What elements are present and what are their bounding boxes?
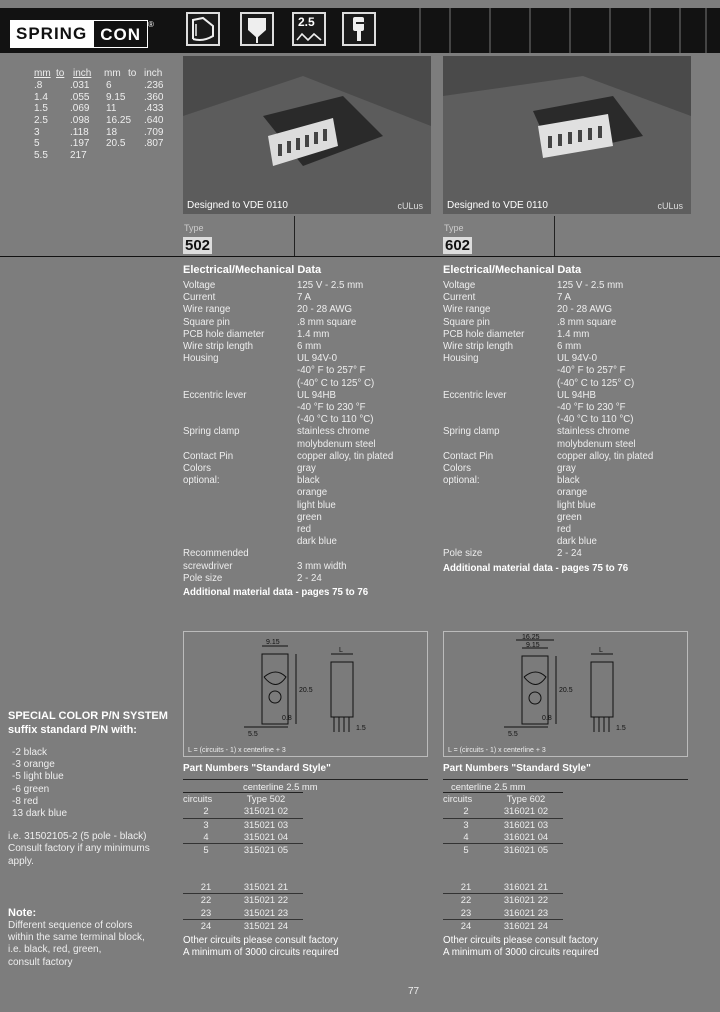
conv-cell: .197 bbox=[70, 138, 90, 150]
spec-row bbox=[443, 463, 703, 548]
spec-row bbox=[183, 451, 433, 463]
conv-cell: 6 bbox=[106, 80, 112, 91]
dim-label: 20.5 bbox=[559, 687, 573, 694]
part-number-cell bbox=[229, 856, 303, 868]
pcb-mount-icon bbox=[186, 12, 220, 46]
spec-value: 125 V - 2.5 mm bbox=[557, 280, 624, 291]
part-numbers-502 bbox=[183, 763, 428, 959]
conv-header: inch bbox=[73, 68, 92, 79]
part-number-cell: 316021 03 bbox=[503, 818, 549, 830]
table-row bbox=[183, 881, 303, 894]
page-number: 77 bbox=[408, 986, 420, 997]
part-number-cell bbox=[489, 869, 563, 881]
spec-label: Spring clamp bbox=[443, 426, 500, 438]
spec-label: Current bbox=[183, 292, 216, 304]
circuits-cell: 22 bbox=[460, 894, 472, 906]
color-suffix-item: -5 light blue bbox=[12, 771, 64, 783]
dim-label: 1.5 bbox=[356, 725, 366, 732]
column-header: Type 602 bbox=[506, 793, 546, 804]
special-color-subheading: suffix standard P/N with: bbox=[8, 724, 137, 736]
spec-row bbox=[443, 317, 703, 329]
part-number-table bbox=[443, 792, 563, 932]
solder-pin-icon bbox=[240, 12, 274, 46]
color-suffix-item: -6 green bbox=[12, 783, 50, 795]
spec-row bbox=[443, 341, 703, 353]
brand-part2: CON bbox=[93, 20, 148, 48]
dimension-drawing-svg bbox=[444, 632, 687, 756]
spec-value: 20 - 28 AWG bbox=[557, 304, 613, 316]
spec-row bbox=[183, 426, 433, 450]
spec-label: Pole size bbox=[443, 548, 483, 560]
note-heading: Note: bbox=[8, 907, 37, 919]
conv-row bbox=[34, 127, 174, 139]
conv-row bbox=[34, 150, 174, 162]
circuits-cell: 21 bbox=[200, 881, 212, 893]
spec-row bbox=[183, 390, 433, 427]
table-row bbox=[183, 805, 303, 818]
spec-title: Electrical/Mechanical Data bbox=[183, 264, 322, 276]
part-number-cell: 316021 23 bbox=[503, 906, 549, 918]
part-number-cell: 316021 05 bbox=[503, 844, 549, 856]
brand-mark: ® bbox=[147, 20, 154, 29]
spec-label: Contact Pin bbox=[183, 450, 234, 462]
dimension-drawing-502 bbox=[183, 631, 428, 757]
circuits-cell: 23 bbox=[460, 906, 472, 918]
part-number-cell: 315021 24 bbox=[243, 919, 289, 931]
spec-row bbox=[183, 304, 433, 316]
part-number-cell bbox=[489, 856, 563, 868]
additional-material-note: Additional material data - pages 75 to 76 bbox=[443, 562, 629, 574]
column-header: Type 502 bbox=[246, 793, 286, 804]
spec-value: 3 mm width bbox=[297, 560, 347, 572]
color-suffix-item: -2 black bbox=[12, 747, 48, 758]
spec-row bbox=[443, 451, 703, 463]
table-row bbox=[183, 844, 303, 857]
color-suffix-item: -3 orange bbox=[12, 759, 55, 771]
consult-text: apply. bbox=[8, 855, 34, 867]
table-row bbox=[183, 919, 303, 932]
spec-label: Wire strip length bbox=[443, 341, 513, 353]
consult-text: Consult factory if any minimums bbox=[8, 843, 150, 855]
mm-inch-conversion-table bbox=[34, 68, 174, 162]
table-row bbox=[443, 805, 563, 818]
spec-row bbox=[183, 292, 433, 304]
part-number-cell: 316021 02 bbox=[503, 805, 549, 817]
spec-label: Eccentric lever bbox=[443, 389, 507, 401]
part-number-cell: 315021 22 bbox=[243, 894, 289, 906]
spec-label: Wire range bbox=[183, 304, 231, 316]
conv-header: to bbox=[56, 68, 65, 79]
divider bbox=[554, 216, 555, 256]
spec-label: Pole size bbox=[183, 572, 223, 584]
dimension-drawing-602 bbox=[443, 631, 688, 757]
spec-label: Wire range bbox=[443, 304, 491, 316]
conv-row bbox=[34, 80, 174, 92]
color-suffix-item: -8 red bbox=[12, 795, 39, 807]
spec-label: PCB hole diameter bbox=[183, 328, 265, 340]
circuits-cell bbox=[183, 856, 229, 868]
spec-row bbox=[443, 390, 703, 427]
conv-cell: .360 bbox=[144, 91, 164, 103]
spec-value: 6 mm bbox=[557, 341, 582, 353]
spec-value: stainless chrome molybdenum steel bbox=[297, 426, 376, 450]
part-number-cell: 315021 04 bbox=[243, 830, 289, 842]
screwdriver-icon bbox=[342, 12, 376, 46]
spec-value: .8 mm square bbox=[297, 316, 357, 328]
conv-row bbox=[34, 92, 174, 104]
conv-cell: 5.5 bbox=[34, 150, 48, 162]
conv-cell: .433 bbox=[144, 103, 164, 115]
product-photo-602 bbox=[443, 56, 691, 214]
table-row bbox=[443, 869, 563, 881]
spec-label: Current bbox=[443, 292, 476, 304]
spec-label: PCB hole diameter bbox=[443, 328, 525, 340]
table-row bbox=[183, 831, 303, 844]
table-header-row bbox=[183, 793, 303, 806]
minimum-note: A minimum of 3000 circuits required bbox=[443, 947, 599, 959]
spec-row bbox=[183, 463, 433, 548]
circuits-cell: 3 bbox=[463, 818, 469, 830]
table-row bbox=[183, 894, 303, 907]
conv-cell: 18 bbox=[106, 126, 118, 138]
circuits-cell: 23 bbox=[200, 906, 212, 918]
part-numbers-602 bbox=[443, 763, 688, 959]
spec-value: 1.4 mm bbox=[297, 328, 330, 340]
spec-value: 7 A bbox=[557, 292, 572, 304]
conv-cell: 217 bbox=[70, 150, 87, 162]
part-number-table bbox=[183, 792, 303, 932]
pitch-2-5-icon bbox=[292, 12, 326, 46]
table-row bbox=[183, 818, 303, 831]
conv-cell: 5 bbox=[34, 138, 40, 150]
table-row bbox=[443, 907, 563, 920]
part-number-cell: 315021 23 bbox=[243, 906, 289, 918]
model-number-502: 502 bbox=[185, 237, 211, 254]
spec-row bbox=[183, 317, 433, 329]
spec-value: copper alloy, tin plated bbox=[297, 450, 394, 462]
spec-label: Eccentric lever bbox=[183, 389, 247, 401]
spec-row bbox=[443, 353, 703, 390]
special-color-heading: SPECIAL COLOR P/N SYSTEM bbox=[8, 710, 168, 722]
dim-label: 9.15 bbox=[266, 639, 280, 646]
note-section bbox=[8, 906, 178, 969]
conv-header: inch bbox=[144, 68, 163, 79]
spec-row bbox=[443, 548, 703, 560]
dim-label: 0.8 bbox=[282, 715, 292, 722]
table-row bbox=[443, 831, 563, 844]
conv-cell: 1.4 bbox=[34, 91, 48, 103]
conv-cell: .807 bbox=[144, 138, 164, 150]
dim-label: 9.15 bbox=[526, 642, 540, 649]
conv-cell: .709 bbox=[144, 126, 164, 138]
circuits-cell: 3 bbox=[203, 818, 209, 830]
table-row bbox=[443, 856, 563, 868]
conv-header: mm bbox=[104, 68, 121, 79]
spec-label: Recommended screwdriver bbox=[183, 548, 249, 572]
part-numbers-title: Part Numbers "Standard Style" bbox=[183, 763, 331, 774]
spec-row bbox=[183, 329, 433, 341]
conv-cell: 1.5 bbox=[34, 103, 48, 115]
circuits-cell bbox=[443, 869, 489, 881]
diagram-caption: L = (circuits - 1) x centerline + 3 bbox=[188, 747, 286, 754]
spec-row bbox=[443, 304, 703, 316]
note-line: Different sequence of colors bbox=[8, 920, 133, 931]
ul-mark: cULus bbox=[657, 201, 683, 211]
dimension-drawing-svg bbox=[184, 632, 427, 756]
conv-cell: 16.25 bbox=[106, 115, 132, 127]
spec-value: 7 A bbox=[297, 292, 312, 304]
table-row bbox=[443, 894, 563, 907]
circuits-cell: 5 bbox=[203, 844, 209, 856]
circuits-cell: 4 bbox=[203, 830, 209, 842]
spec-value: gray black orange light blue green red dark blue bbox=[297, 463, 337, 548]
spec-value: .8 mm square bbox=[557, 316, 617, 328]
part-number-cell: 315021 03 bbox=[243, 818, 289, 830]
part-number-cell: 316021 04 bbox=[503, 830, 549, 842]
spec-value: 2 - 24 bbox=[557, 548, 582, 560]
centerline-header: centerline 2.5 mm bbox=[443, 779, 688, 792]
spec-value: UL 94HB -40 °F to 230 °F (-40 °C to 110 °C) bbox=[297, 389, 374, 426]
note-line: within the same terminal block, bbox=[8, 932, 145, 944]
conv-row bbox=[34, 115, 174, 127]
spec-label: Voltage bbox=[443, 280, 476, 291]
spec-value: UL 94V-0 -40° F to 257° F (-40° C to 125° C) bbox=[557, 353, 635, 389]
consult-note: Other circuits please consult factory bbox=[443, 935, 599, 947]
conv-cell: .055 bbox=[70, 91, 90, 103]
part-number-cell: 315021 21 bbox=[243, 881, 289, 893]
spec-value: 125 V - 2.5 mm bbox=[297, 280, 364, 291]
spec-row bbox=[443, 329, 703, 341]
table-row bbox=[443, 881, 563, 894]
part-number-cell: 316021 21 bbox=[503, 881, 549, 893]
conv-cell: .8 bbox=[34, 80, 43, 91]
conv-cell: .640 bbox=[144, 115, 164, 127]
ul-mark: cULus bbox=[397, 201, 423, 211]
spec-label: Housing bbox=[443, 353, 479, 365]
spec-value: 1.4 mm bbox=[557, 328, 590, 340]
spec-value: gray black orange light blue green red dark blue bbox=[557, 463, 597, 548]
circuits-cell: 24 bbox=[200, 919, 212, 931]
spec-label: Square pin bbox=[183, 316, 230, 328]
part-numbers-title: Part Numbers "Standard Style" bbox=[443, 763, 591, 774]
spec-label: Wire strip length bbox=[183, 341, 253, 353]
column-header: circuits bbox=[183, 793, 213, 804]
table-row bbox=[443, 818, 563, 831]
section-divider bbox=[0, 256, 720, 257]
conv-header: to bbox=[128, 68, 137, 79]
part-number-cell: 315021 05 bbox=[243, 844, 289, 856]
conv-cell: .031 bbox=[70, 80, 90, 91]
dim-label: 16.25 bbox=[522, 634, 540, 641]
spec-value: 20 - 28 AWG bbox=[297, 304, 353, 316]
spec-value: stainless chrome molybdenum steel bbox=[557, 426, 636, 450]
circuits-cell bbox=[443, 856, 489, 868]
circuits-cell: 2 bbox=[203, 805, 209, 817]
model-type-label: Type bbox=[444, 223, 464, 233]
spec-label: Colors optional: bbox=[443, 463, 480, 487]
spec-value: copper alloy, tin plated bbox=[557, 450, 654, 462]
special-color-section bbox=[8, 709, 178, 868]
spec-label: Square pin bbox=[443, 316, 490, 328]
circuits-cell: 2 bbox=[463, 805, 469, 817]
conv-cell: .069 bbox=[70, 103, 90, 115]
part-number-cell bbox=[229, 869, 303, 881]
photo-caption: Designed to VDE 0110 bbox=[447, 200, 548, 211]
consult-note: Other circuits please consult factory bbox=[183, 935, 339, 947]
spec-value: 2 - 24 bbox=[297, 572, 322, 584]
column-header: circuits bbox=[443, 793, 473, 804]
diagram-caption: L = (circuits - 1) x centerline + 3 bbox=[448, 747, 546, 754]
spec-title: Electrical/Mechanical Data bbox=[443, 264, 582, 276]
circuits-cell: 4 bbox=[463, 830, 469, 842]
spec-row bbox=[183, 341, 433, 353]
model-type-label: Type bbox=[184, 223, 204, 233]
table-row bbox=[183, 907, 303, 920]
spec-label: Contact Pin bbox=[443, 450, 494, 462]
minimum-note: A minimum of 3000 circuits required bbox=[183, 947, 339, 959]
additional-material-note: Additional material data - pages 75 to 76 bbox=[183, 587, 369, 599]
conv-cell: 11 bbox=[106, 103, 117, 115]
note-line: i.e. black, red, green, bbox=[8, 944, 102, 956]
part-number-cell: 315021 02 bbox=[243, 805, 289, 817]
dim-label: 5.5 bbox=[508, 731, 518, 738]
header-tick-marks bbox=[410, 8, 720, 53]
note-line: consult factory bbox=[8, 956, 73, 968]
table-row bbox=[443, 919, 563, 932]
spec-label: Housing bbox=[183, 353, 219, 365]
conv-cell: .236 bbox=[144, 80, 164, 91]
conv-header: mm bbox=[34, 68, 51, 79]
dim-label: 5.5 bbox=[248, 731, 258, 738]
brand-part1: SPRING bbox=[10, 20, 93, 48]
model-number-602: 602 bbox=[445, 237, 471, 254]
conv-cell: 2.5 bbox=[34, 115, 48, 127]
conv-cell: 9.15 bbox=[106, 91, 126, 103]
spec-block-602 bbox=[443, 264, 703, 574]
spec-value: 6 mm bbox=[297, 341, 322, 353]
conv-cell: 20.5 bbox=[106, 138, 126, 150]
spec-row bbox=[183, 573, 433, 585]
conv-row bbox=[34, 103, 174, 115]
spec-label: Spring clamp bbox=[183, 426, 240, 438]
conv-cell: 3 bbox=[34, 126, 40, 138]
circuits-cell: 21 bbox=[460, 881, 472, 893]
circuits-cell bbox=[183, 869, 229, 881]
spec-row bbox=[183, 548, 433, 572]
spec-row bbox=[443, 280, 703, 292]
example-text: i.e. 31502105-2 (5 pole - black) bbox=[8, 831, 147, 843]
conv-cell: .098 bbox=[70, 115, 90, 127]
divider bbox=[294, 216, 295, 256]
dim-label: 0.8 bbox=[542, 715, 552, 722]
part-number-cell: 316021 22 bbox=[503, 894, 549, 906]
conv-row bbox=[34, 138, 174, 150]
conv-cell: .118 bbox=[70, 126, 89, 138]
spec-row bbox=[183, 353, 433, 390]
table-row bbox=[183, 856, 303, 868]
springcon-logo bbox=[10, 20, 158, 48]
circuits-cell: 22 bbox=[200, 894, 212, 906]
dim-label: 20.5 bbox=[299, 687, 313, 694]
product-photo-502 bbox=[183, 56, 431, 214]
spec-row bbox=[443, 426, 703, 450]
spec-value: UL 94HB -40 °F to 230 °F (-40 °C to 110 °C) bbox=[557, 389, 634, 426]
table-header-row bbox=[443, 793, 563, 806]
pitch-label: 2.5 bbox=[298, 15, 315, 29]
spec-label: Voltage bbox=[183, 280, 216, 291]
table-row bbox=[183, 869, 303, 881]
circuits-cell: 24 bbox=[460, 919, 472, 931]
dim-label: L bbox=[599, 647, 603, 654]
spec-value: UL 94V-0 -40° F to 257° F (-40° C to 125° C) bbox=[297, 353, 375, 389]
photo-caption: Designed to VDE 0110 bbox=[187, 200, 288, 211]
spec-block-502 bbox=[183, 264, 433, 598]
color-suffix-item: 13 dark blue bbox=[12, 808, 68, 820]
spec-row bbox=[183, 280, 433, 292]
table-row bbox=[443, 844, 563, 857]
part-number-cell: 316021 24 bbox=[503, 919, 549, 931]
centerline-header: centerline 2.5 mm bbox=[183, 779, 428, 792]
dim-label: 1.5 bbox=[616, 725, 626, 732]
spec-label: Colors optional: bbox=[183, 463, 220, 487]
spec-row bbox=[443, 292, 703, 304]
circuits-cell: 5 bbox=[463, 844, 469, 856]
dim-label: L bbox=[339, 647, 343, 654]
